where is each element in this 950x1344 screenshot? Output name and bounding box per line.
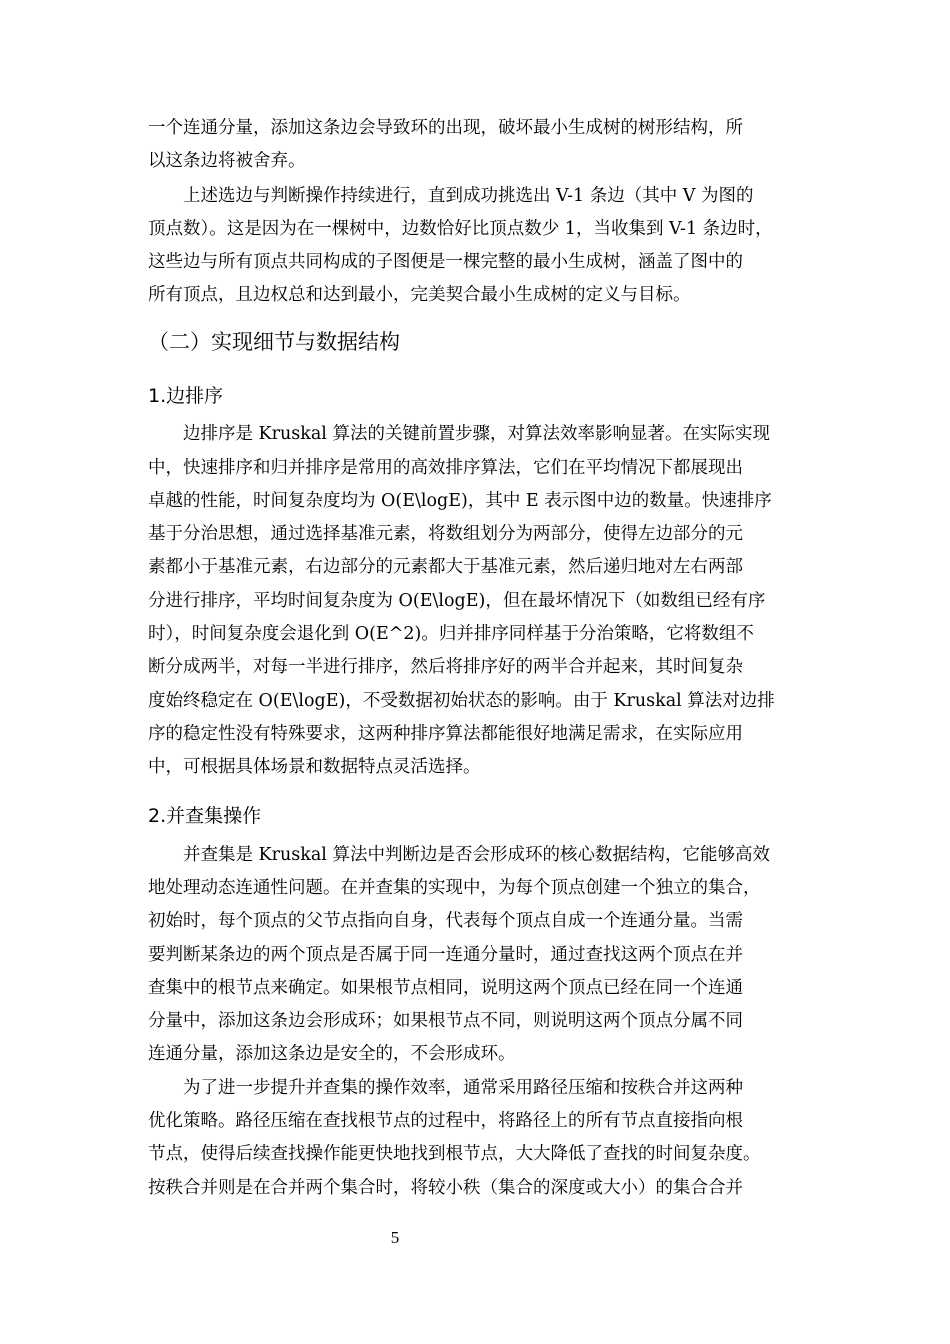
paragraph-line: 初始时，每个顶点的父节点指向自身，代表每个顶点自成一个连通分量。当需 bbox=[148, 911, 743, 931]
paragraph-line: 查集中的根节点来确定。如果根节点相同，说明这两个顶点已经在同一个连通 bbox=[148, 978, 743, 998]
paragraph-line: 节点，使得后续查找操作能更快地找到根节点，大大降低了查找的时间复杂度。 bbox=[148, 1144, 761, 1164]
paragraph-line: 顶点数）。这是因为在一棵树中，边数恰好比顶点数少 1，当收集到 V-1 条边时， bbox=[148, 219, 773, 239]
paragraph-line: 按秩合并则是在合并两个集合时，将较小秩（集合的深度或大小）的集合合并 bbox=[148, 1178, 743, 1198]
paragraph-line: 时），时间复杂度会退化到 O(E^2)。归并排序同样基于分治策略，它将数组不 bbox=[148, 624, 754, 644]
paragraph-line: 一个连通分量，添加这条边会导致环的出现，破坏最小生成树的树形结构，所 bbox=[148, 118, 743, 138]
page-number: 5 bbox=[390, 1228, 400, 1247]
paragraph-line: 素都小于基准元素，右边部分的元素都大于基准元素，然后递归地对左右两部 bbox=[148, 557, 743, 577]
paragraph-line: 卓越的性能，时间复杂度均为 O(E\logE)，其中 E 表示图中边的数量。快速排序 bbox=[148, 491, 772, 511]
paragraph-line: 所有顶点，且边权总和达到最小，完美契合最小生成树的定义与目标。 bbox=[148, 285, 691, 305]
subsection-heading-edge-sorting: 1.边排序 bbox=[148, 385, 224, 407]
paragraph-line: 以这条边将被舍弃。 bbox=[148, 151, 306, 171]
paragraph-line: 分量中，添加这条边会形成环；如果根节点不同，则说明这两个顶点分属不同 bbox=[148, 1011, 743, 1031]
paragraph-line: 要判断某条边的两个顶点是否属于同一连通分量时，通过查找这两个顶点在并 bbox=[148, 945, 743, 965]
subsection-heading-union-find: 2.并查集操作 bbox=[148, 805, 262, 827]
paragraph-line: 地处理动态连通性问题。在并查集的实现中，为每个顶点创建一个独立的集合， bbox=[148, 878, 761, 898]
paragraph-line: 基于分治思想，通过选择基准元素，将数组划分为两部分，使得左边部分的元 bbox=[148, 524, 743, 544]
paragraph-line: 优化策略。路径压缩在查找根节点的过程中，将路径上的所有节点直接指向根 bbox=[148, 1111, 743, 1131]
paragraph-line: 序的稳定性没有特殊要求，这两种排序算法都能很好地满足需求，在实际应用 bbox=[148, 724, 743, 744]
section-heading: （二）实现细节与数据结构 bbox=[148, 330, 400, 354]
paragraph-line: 为了进一步提升并查集的操作效率，通常采用路径压缩和按秩合并这两种 bbox=[183, 1078, 743, 1098]
paragraph-line: 中，可根据具体场景和数据特点灵活选择。 bbox=[148, 757, 481, 777]
paragraph-line: 边排序是 Kruskal 算法的关键前置步骤，对算法效率影响显著。在实际实现 bbox=[183, 424, 770, 444]
paragraph-line: 连通分量，添加这条边是安全的，不会形成环。 bbox=[148, 1044, 516, 1064]
paragraph-line: 度始终稳定在 O(E\logE)，不受数据初始状态的影响。由于 Kruskal 算法对边排 bbox=[148, 691, 775, 711]
paragraph-line: 并查集是 Kruskal 算法中判断边是否会形成环的核心数据结构，它能够高效 bbox=[183, 845, 770, 865]
paragraph-line: 这些边与所有顶点共同构成的子图便是一棵完整的最小生成树，涵盖了图中的 bbox=[148, 252, 743, 272]
paragraph-line: 中，快速排序和归并排序是常用的高效排序算法，它们在平均情况下都展现出 bbox=[148, 458, 743, 478]
paragraph-line: 上述选边与判断操作持续进行，直到成功挑选出 V-1 条边（其中 V 为图的 bbox=[183, 186, 754, 206]
paragraph-line: 分进行排序，平均时间复杂度为 O(E\logE)，但在最坏情况下（如数组已经有序 bbox=[148, 591, 766, 611]
paragraph-line: 断分成两半，对每一半进行排序，然后将排序好的两半合并起来，其时间复杂 bbox=[148, 657, 743, 677]
